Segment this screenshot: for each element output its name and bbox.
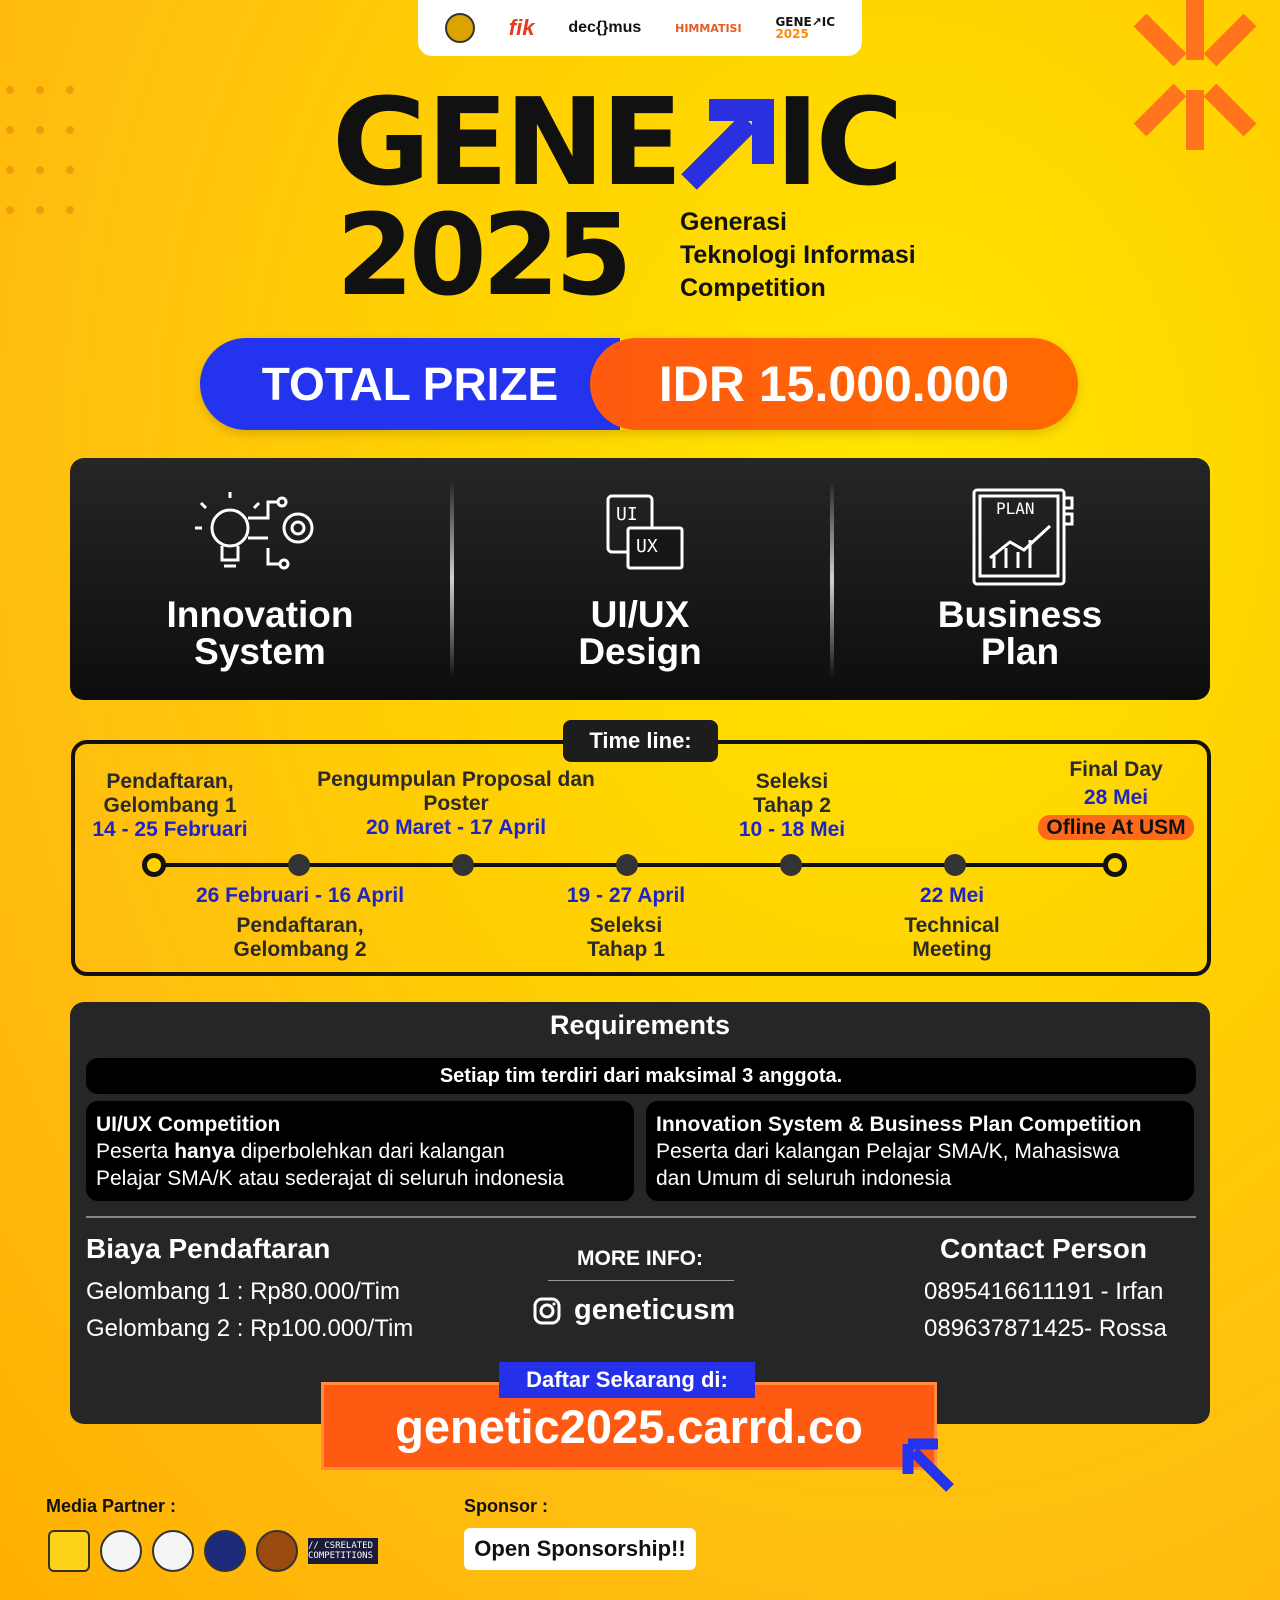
media-partner-logo	[100, 1530, 142, 1572]
uiux-icon	[570, 488, 710, 588]
category-innovation-system	[70, 458, 450, 700]
event-subtitle: Generasi Teknologi Informasi Competition	[680, 208, 916, 302]
timeline-title: Time line:	[563, 720, 718, 762]
partner-logos-bar	[418, 0, 862, 56]
timeline-dot	[288, 854, 310, 876]
category-name-line: Business	[937, 594, 1103, 635]
fee-wave-1: Gelombang 1 : Rp80.000/Tim	[86, 1278, 400, 1305]
event-year: 2025	[336, 191, 628, 321]
media-partner-logos	[48, 1530, 378, 1572]
timeline-dot-start	[142, 853, 166, 877]
arrow-icon	[679, 96, 775, 192]
instagram-icon	[532, 1296, 562, 1326]
registration-label: Daftar Sekarang di:	[499, 1362, 755, 1398]
innovation-icon	[190, 488, 330, 588]
category-name-line: Innovation	[166, 594, 354, 635]
category-uiux-design	[450, 458, 830, 700]
fik-logo: fik	[508, 15, 535, 40]
sponsor-badge: Open Sponsorship!!	[464, 1528, 696, 1570]
timeline-event-selection-1: 19 - 27 April Seleksi Tahap 1	[566, 884, 686, 961]
svg-text:UX: UX	[636, 536, 658, 557]
sponsor-title: Sponsor :	[464, 1496, 548, 1516]
timeline-event-registration-1: Pendaftaran, Gelombang 1 14 - 25 Februari	[92, 770, 248, 841]
timeline-event-technical-meeting: 22 Mei Technical Meeting	[904, 884, 1000, 961]
category-name-line: Design	[578, 631, 702, 672]
contact-title: Contact Person	[940, 1233, 1147, 1264]
timeline-event-selection-2: Seleksi Tahap 2 10 - 18 Mei	[738, 770, 846, 841]
media-partner-logo: // CSRELATED COMPETITIONS	[308, 1538, 378, 1564]
timeline-dot	[944, 854, 966, 876]
location-badge: Ofline At USM	[1038, 815, 1193, 840]
cursor-arrow-icon	[900, 1436, 962, 1498]
usm-logo	[445, 13, 475, 43]
total-prize-amount: IDR 15.000.000	[590, 338, 1078, 430]
divider	[86, 1216, 1196, 1218]
business-plan-icon	[950, 488, 1090, 588]
total-prize-label: TOTAL PRIZE	[200, 338, 620, 430]
himmatisi-logo: HIMMATISI	[675, 21, 742, 35]
category-business-plan	[830, 458, 1210, 700]
registration-link[interactable]: genetic2025.carrd.co	[321, 1382, 937, 1470]
timeline-event-proposal: Pengumpulan Proposal dan Poster 20 Maret - 17 April	[317, 768, 595, 839]
media-partner-logo	[48, 1530, 90, 1572]
event-title: GENE IC	[332, 74, 900, 213]
timeline-dot	[780, 854, 802, 876]
timeline-dot	[616, 854, 638, 876]
timeline-dot-end	[1103, 853, 1127, 877]
more-info-title: MORE INFO:	[577, 1247, 703, 1270]
competition-categories	[70, 458, 1210, 700]
star-burst-decoration	[1120, 0, 1270, 150]
timeline-dot	[452, 854, 474, 876]
svg-text:PLAN: PLAN	[996, 499, 1035, 518]
category-name-line: UI/UX	[590, 594, 690, 635]
category-name-line: System	[194, 631, 326, 672]
contact-rossa[interactable]: 089637871425- Rossa	[924, 1315, 1167, 1342]
media-partner-title: Media Partner :	[46, 1496, 177, 1516]
team-rule: Setiap tim terdiri dari maksimal 3 anggota.	[86, 1058, 1196, 1094]
uiux-requirement: UI/UX Competition Peserta hanya diperbolehkan dari kalangan Pelajar SMA/K atau sederajat di seluruh indonesia	[86, 1101, 634, 1201]
genetic-small-logo: GENE↗IC 2025	[775, 15, 836, 41]
instagram-link[interactable]: geneticusm	[532, 1294, 735, 1327]
timeline-event-registration-2: 26 Februari - 16 April Pendaftaran, Gelombang 2	[195, 884, 405, 961]
dots-decoration	[0, 80, 110, 260]
media-partner-logo	[204, 1530, 246, 1572]
svg-text:UI: UI	[616, 504, 638, 525]
timeline-event-final-day: Final Day 28 Mei Ofline At USM	[1026, 758, 1206, 840]
divider	[548, 1280, 734, 1281]
contact-irfan[interactable]: 0895416611191 - Irfan	[924, 1278, 1164, 1305]
requirements-title: Requirements	[549, 1010, 731, 1040]
total-prize-banner	[200, 338, 1078, 430]
media-partner-logo	[152, 1530, 194, 1572]
decimus-logo: dec{}mus	[568, 19, 642, 36]
innovation-requirement: Innovation System & Business Plan Competition Peserta dari kalangan Pelajar SMA/K, Mahasiswa dan Umum di seluruh indonesia	[646, 1101, 1194, 1201]
fees-title: Biaya Pendaftaran	[86, 1233, 331, 1264]
fee-wave-2: Gelombang 2 : Rp100.000/Tim	[86, 1315, 414, 1342]
media-partner-logo	[256, 1530, 298, 1572]
category-name-line: Plan	[980, 631, 1060, 672]
